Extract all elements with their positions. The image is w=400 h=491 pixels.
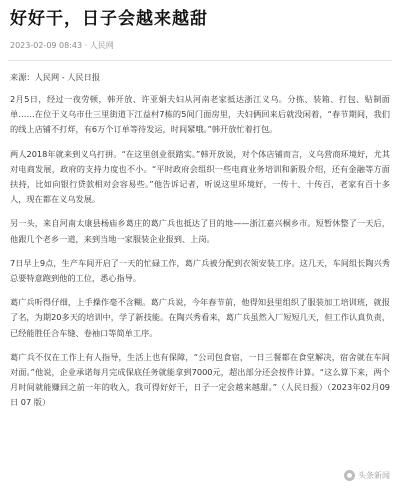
- article-paragraph: 葛广兵不仅在工作上有人指导，生活上也有保障，“公司包食宿，一日三餐都在食堂解决，宿舍就在车间对面。”他说，企业承诺每月完成保底任务就能拿到7000元，超出部分还会按件计算。“这么算下来，两个月时间就能赚回之前一年的收入，我可得好好干，日子一定会越来越甜。”（人民日报）（2023年02月09日 07 版）: [10, 351, 390, 408]
- article-source: 来源：人民网 - 人民日报: [10, 72, 101, 82]
- weibo-logo-icon: [344, 470, 355, 481]
- header-divider: [8, 60, 392, 61]
- article-paragraph: 7日早上9点，生产车间开启了一天的忙碌工作，葛广兵被分配到衣领安装工序。这几天，车间组长陶兴秀总要特意跑到他的工位，悉心指导。: [10, 257, 390, 284]
- watermark: [344, 470, 390, 481]
- article-meta: 2023-02-09 08:43 · 人民网: [10, 41, 114, 50]
- article-paragraph: 2月5日，经过一夜劳顿，韩开放、许亚娟夫妇从河南老家抵达浙江义乌。分拣、装箱、打包、贴制面单……在位于义乌市仕三里街道下江益村7栋的5间门面房里，夫妇俩回来后就没闲着，“春节期间，我们的线上店铺不打烊，有6万个订单等待发运，时间紧哦。”韩开放忙着打包。: [10, 94, 390, 135]
- watermark-text: 头条新闻: [358, 471, 390, 480]
- article-paragraph: 另一头，来自河南太康县杨庙乡葛庄的葛广兵也抵达了目的地——浙江嘉兴桐乡市。短暂休整了一天后，他跟几个老乡一道，来到当地一家服装企业报到、上岗。: [10, 218, 390, 244]
- article-paragraph: 葛广兵听得仔细，上手操作毫不含糊。葛广兵说，今年春节前，他得知县里组织了服装加工培训班，就报了名，为期20多天的培训中，学了新技能。在陶兴秀看来，葛广兵虽然入厂短短几天，但工作认真负责，已经能胜任合车缝、卷袖口等简单工序。: [10, 297, 390, 338]
- article-paragraph: 两人2018年就来到义乌打拼。“在这里创业很踏实。”韩开放说，对个体店铺而言，义乌营商环境好，尤其对电商发展，政府的支持力度也不小。“平时政府会组织一些电商业务培训和新股介绍，还有金融等方面扶持，比如向银行贷款相对会容易些。”他告诉记者，听说这里环境好，一传十、十传百，老家有百十多人，现在都在义乌发展。: [10, 148, 390, 205]
- article-title: 好好干，日子会越来越甜: [10, 9, 208, 29]
